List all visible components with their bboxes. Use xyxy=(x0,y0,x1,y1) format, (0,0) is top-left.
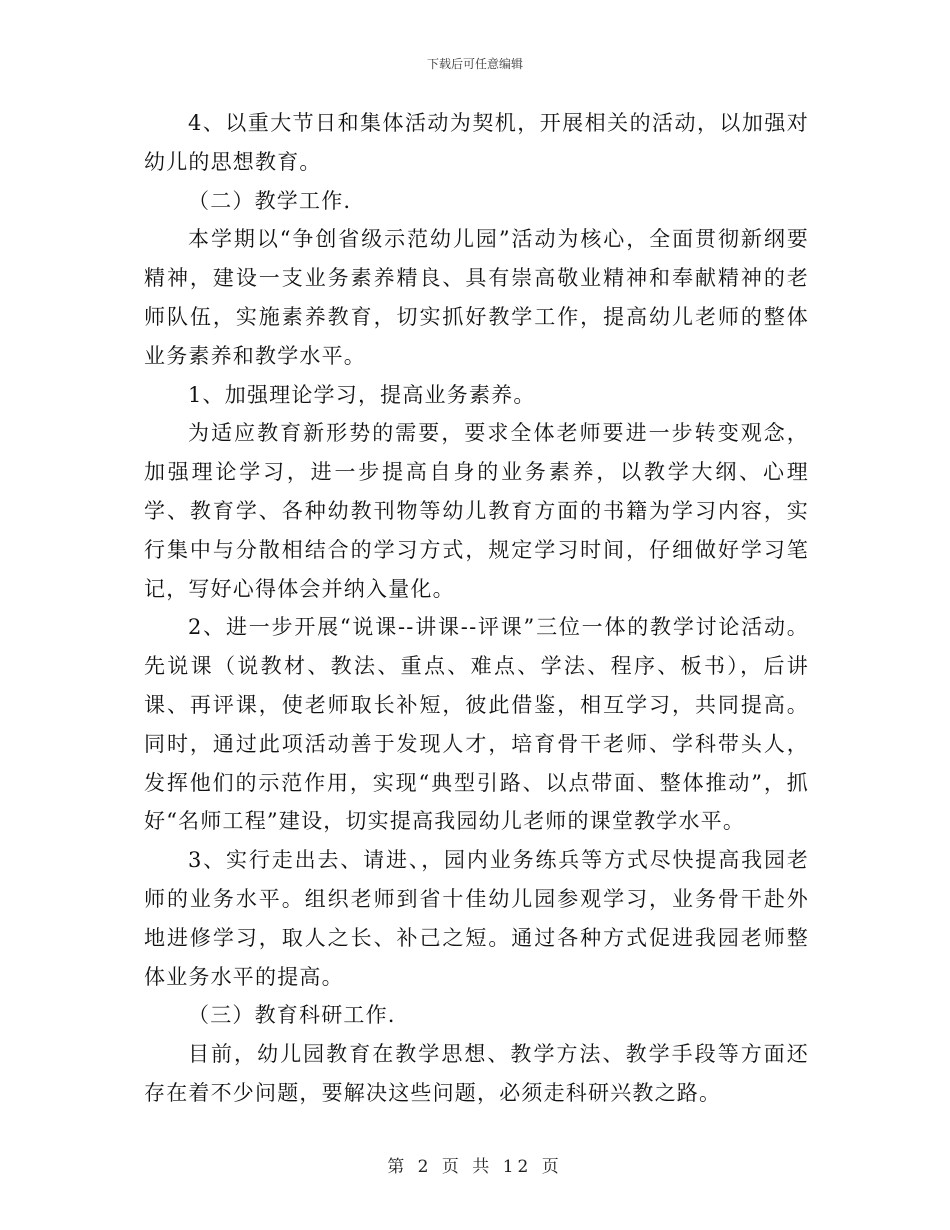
paragraph: 目前，幼儿园教育在教学思想、教学方法、教学手段等方面还存在着不少问题，要解决这些问题，必须走科研兴教之路。 xyxy=(144,1042,809,1105)
paragraph: 3、实行走出去、请进、，园内业务练兵等方式尽快提高我园老师的业务水平。组织老师到省十佳幼儿园参观学习，业务骨干赴外地进修学习，取人之长、补己之短。通过各种方式促进我园老师整体业务水平的提高。 xyxy=(144,848,809,989)
paragraph: 2、进一步开展“说课--讲课--评课”三位一体的教学讨论活动。先说课（说教材、教法、重点、难点、学法、程序、板书），后讲课、再评课，使老师取长补短，彼此借鉴，相互学习，共同提高。同时，通过此项活动善于发现人才，培育骨干老师、学科带头人，发挥他们的示范作用，实现“典型引路、以点带面、整体推动”，抓好“名师工程”建设，切实提高我园幼儿老师的课堂教学水平。 xyxy=(144,615,809,834)
document-body xyxy=(144,104,809,1113)
page-header: 下载后可任意编辑 xyxy=(426,57,523,71)
paragraph: 本学期以“争创省级示范幼儿园”活动为核心，全面贯彻新纲要精神，建设一支业务素养精良、具有崇高敬业精神和奉献精神的老师队伍，实施素养教育，切实抓好教学工作，提高幼儿老师的整体业务素养和教学水平。 xyxy=(144,227,809,368)
paragraph: 1、加强理论学习，提高业务素养。 xyxy=(188,382,536,407)
paragraph: 为适应教育新形势的需要，要求全体老师要进一步转变观念，加强理论学习，进一步提高自身的业务素养，以教学大纲、心理学、教育学、各种幼教刊物等幼儿教育方面的书籍为学习内容，实行集中与分散相结合的学习方式，规定学习时间，仔细做好学习笔记，写好心得体会并纳入量化。 xyxy=(144,421,809,601)
paragraph: 4、以重大节日和集体活动为契机，开展相关的活动，以加强对幼儿的思想教育。 xyxy=(144,111,809,174)
section-heading: （三）教育科研工作. xyxy=(188,1003,396,1028)
page-footer: 第 2 页 共 12 页 xyxy=(387,1157,563,1177)
section-heading: （二）教学工作. xyxy=(188,188,352,213)
